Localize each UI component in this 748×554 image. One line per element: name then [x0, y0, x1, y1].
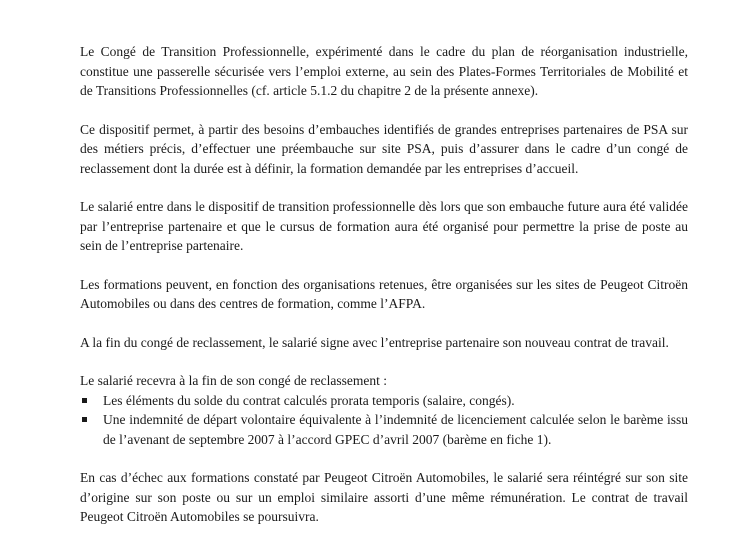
- list-intro: Le salarié recevra à la fin de son congé de reclassement :: [80, 373, 387, 388]
- square-bullet-icon: [82, 417, 87, 422]
- list-item: [80, 410, 688, 449]
- square-bullet-icon: [82, 398, 87, 403]
- paragraph-closing: En cas d’échec aux formations constaté par Peugeot Citroën Automobiles, le salarié sera réintégré sur son site d’origine sur son poste ou sur un emploi similaire assorti d’une même rémunération. Le contrat de travail Peugeot Citroën Automobiles se poursuivra.: [80, 470, 688, 524]
- paragraph-ctp-definition: Le Congé de Transition Professionnelle, expérimenté dans le cadre du plan de réorganisation industrielle, constitue une passerelle sécurisée vers l’emploi externe, au sein des Plates-Formes Territoriales de Mobilité et de Transitions Professionnelles (cf. article 5.1.2 du chapitre 2 de la présente annexe).: [80, 44, 688, 98]
- document-body: [80, 42, 688, 546]
- paragraph-formations: Les formations peuvent, en fonction des organisations retenues, être organisées sur les sites de Peugeot Citroën Automobiles ou dans des centres de formation, comme l’AFPA.: [80, 276, 688, 311]
- list-item: [80, 391, 688, 411]
- paragraph-dispositif: Ce dispositif permet, à partir des besoins d’embauches identifiés de grandes entreprises partenaires de PSA sur des métiers précis, d’effectuer une préembauche sur site PSA, puis d’assurer dans le cadre d’un congé de reclassement dont la durée est à définir, la formation demandée par les entreprises d’accueil.: [80, 121, 688, 176]
- paragraph-fin-conge: A la fin du congé de reclassement, le salarié signe avec l’entreprise partenaire son nouveau contrat de travail.: [80, 334, 669, 350]
- paragraph-entree-dispositif: Le salarié entre dans le dispositif de transition professionnelle dès lors que son embauche future aura été validée par l’entreprise partenaire et que le cursus de formation aura été organisé pour permettre la prise de poste au sein de l’entreprise partenaire.: [80, 199, 688, 253]
- list-item-text: Les éléments du solde du contrat calculés prorata temporis (salaire, congés).: [103, 392, 515, 408]
- list-item-text: Une indemnité de départ volontaire équivalente à l’indemnité de licenciement calculée selon le barème issu de l’avenant de septembre 2007 à l’accord GPEC d’avril 2007 (barème en fiche 1).: [103, 412, 688, 447]
- bullet-list: [80, 391, 688, 450]
